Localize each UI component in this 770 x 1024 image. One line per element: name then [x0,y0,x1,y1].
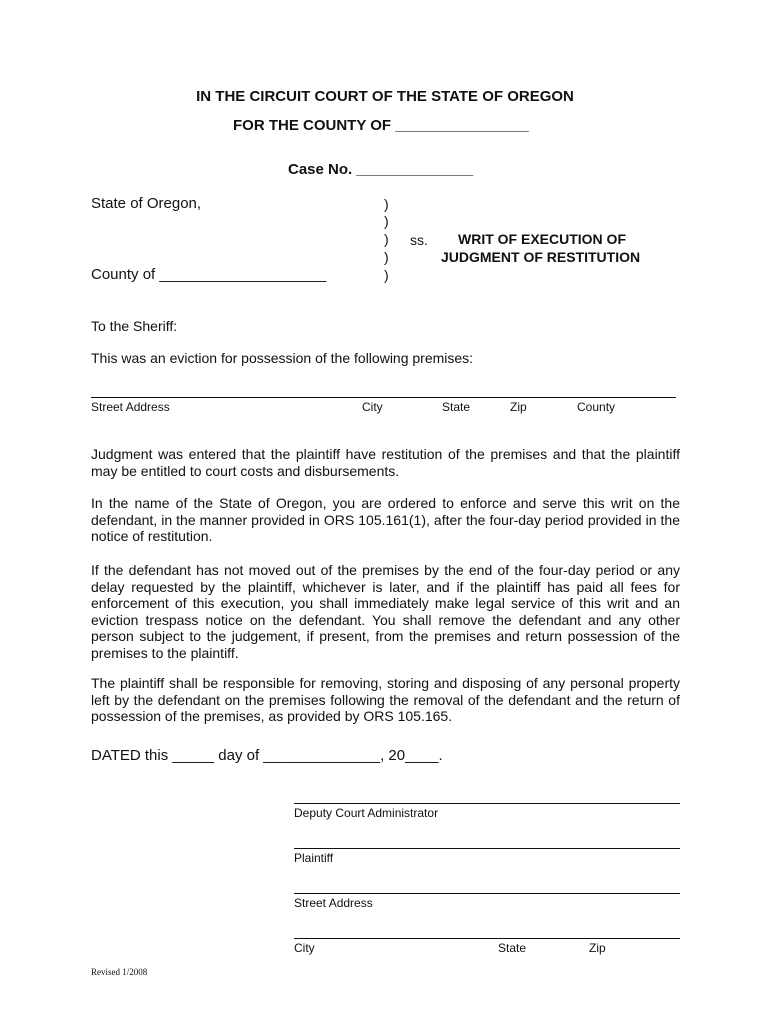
county-line[interactable]: FOR THE COUNTY OF ________________ [233,117,529,134]
plaintiff-city-line[interactable] [294,938,680,939]
case-number[interactable]: Case No. ______________ [288,161,474,178]
plaintiff-line[interactable] [294,848,680,849]
plaintiff-street-label: Street Address [294,896,373,910]
to-sheriff: To the Sheriff: [91,318,178,334]
plaintiff-label: Plaintiff [294,851,334,865]
enforcement-paragraph: If the defendant has not moved out of the premises by the end of the four-day period or any delay requested by the plaintiff, whichever is later, and if the plaintiff has paid all fees for enforcement of this execution, you shall immediately make legal service of this writ and an eviction trespass notice on the defendant. You shall remove the defendant and any other person subject to the judgement, if present, from the premises and return possession of the premises to the plaintiff. [91,562,680,661]
eviction-intro: This was an eviction for possession of the following premises: [91,350,474,366]
street-address-label: Street Address [91,400,170,414]
party-name: State of Oregon, [91,195,202,212]
dated-line[interactable]: DATED this _____ day of ______________, 20____. [91,747,443,764]
writ-title-line2: JUDGMENT OF RESTITUTION [441,249,641,265]
plaintiff-street-line[interactable] [294,893,680,894]
caption-paren: ) [384,213,389,229]
writ-title-line1: WRIT OF EXECUTION OF [458,231,626,247]
deputy-signature-line[interactable] [294,803,680,804]
county-field[interactable]: County of ____________________ [91,266,327,283]
ss-label: ss. [410,232,428,248]
court-title: IN THE CIRCUIT COURT OF THE STATE OF OREGON [196,88,574,105]
property-paragraph: The plaintiff shall be responsible for removing, storing and disposing of any personal property left by the defendant on the premises following the removal of the defendant and the return of possession of the premises, as provided by ORS 105.165. [91,675,680,725]
caption-paren: ) [384,267,389,283]
caption-paren: ) [384,231,389,247]
deputy-label: Deputy Court Administrator [294,806,439,820]
city-label: City [362,400,383,414]
plaintiff-city-label: City [294,941,315,955]
judgment-paragraph: Judgment was entered that the plaintiff have restitution of the premises and that the plaintiff may be entitled to court costs and disbursements. [91,446,680,479]
order-paragraph: In the name of the State of Oregon, you are ordered to enforce and serve this writ on the defendant, in the manner provided in ORS 105.161(1), after the four-day period provided in the notice of restitution. [91,495,680,545]
revision-note: Revised 1/2008 [91,967,148,977]
county-label: County [577,400,616,414]
caption-paren: ) [384,249,389,265]
plaintiff-state-label: State [498,941,527,955]
plaintiff-zip-label: Zip [589,941,606,955]
caption-paren: ) [384,196,389,212]
premises-address-line[interactable] [91,397,676,398]
state-label: State [442,400,471,414]
zip-label: Zip [510,400,527,414]
